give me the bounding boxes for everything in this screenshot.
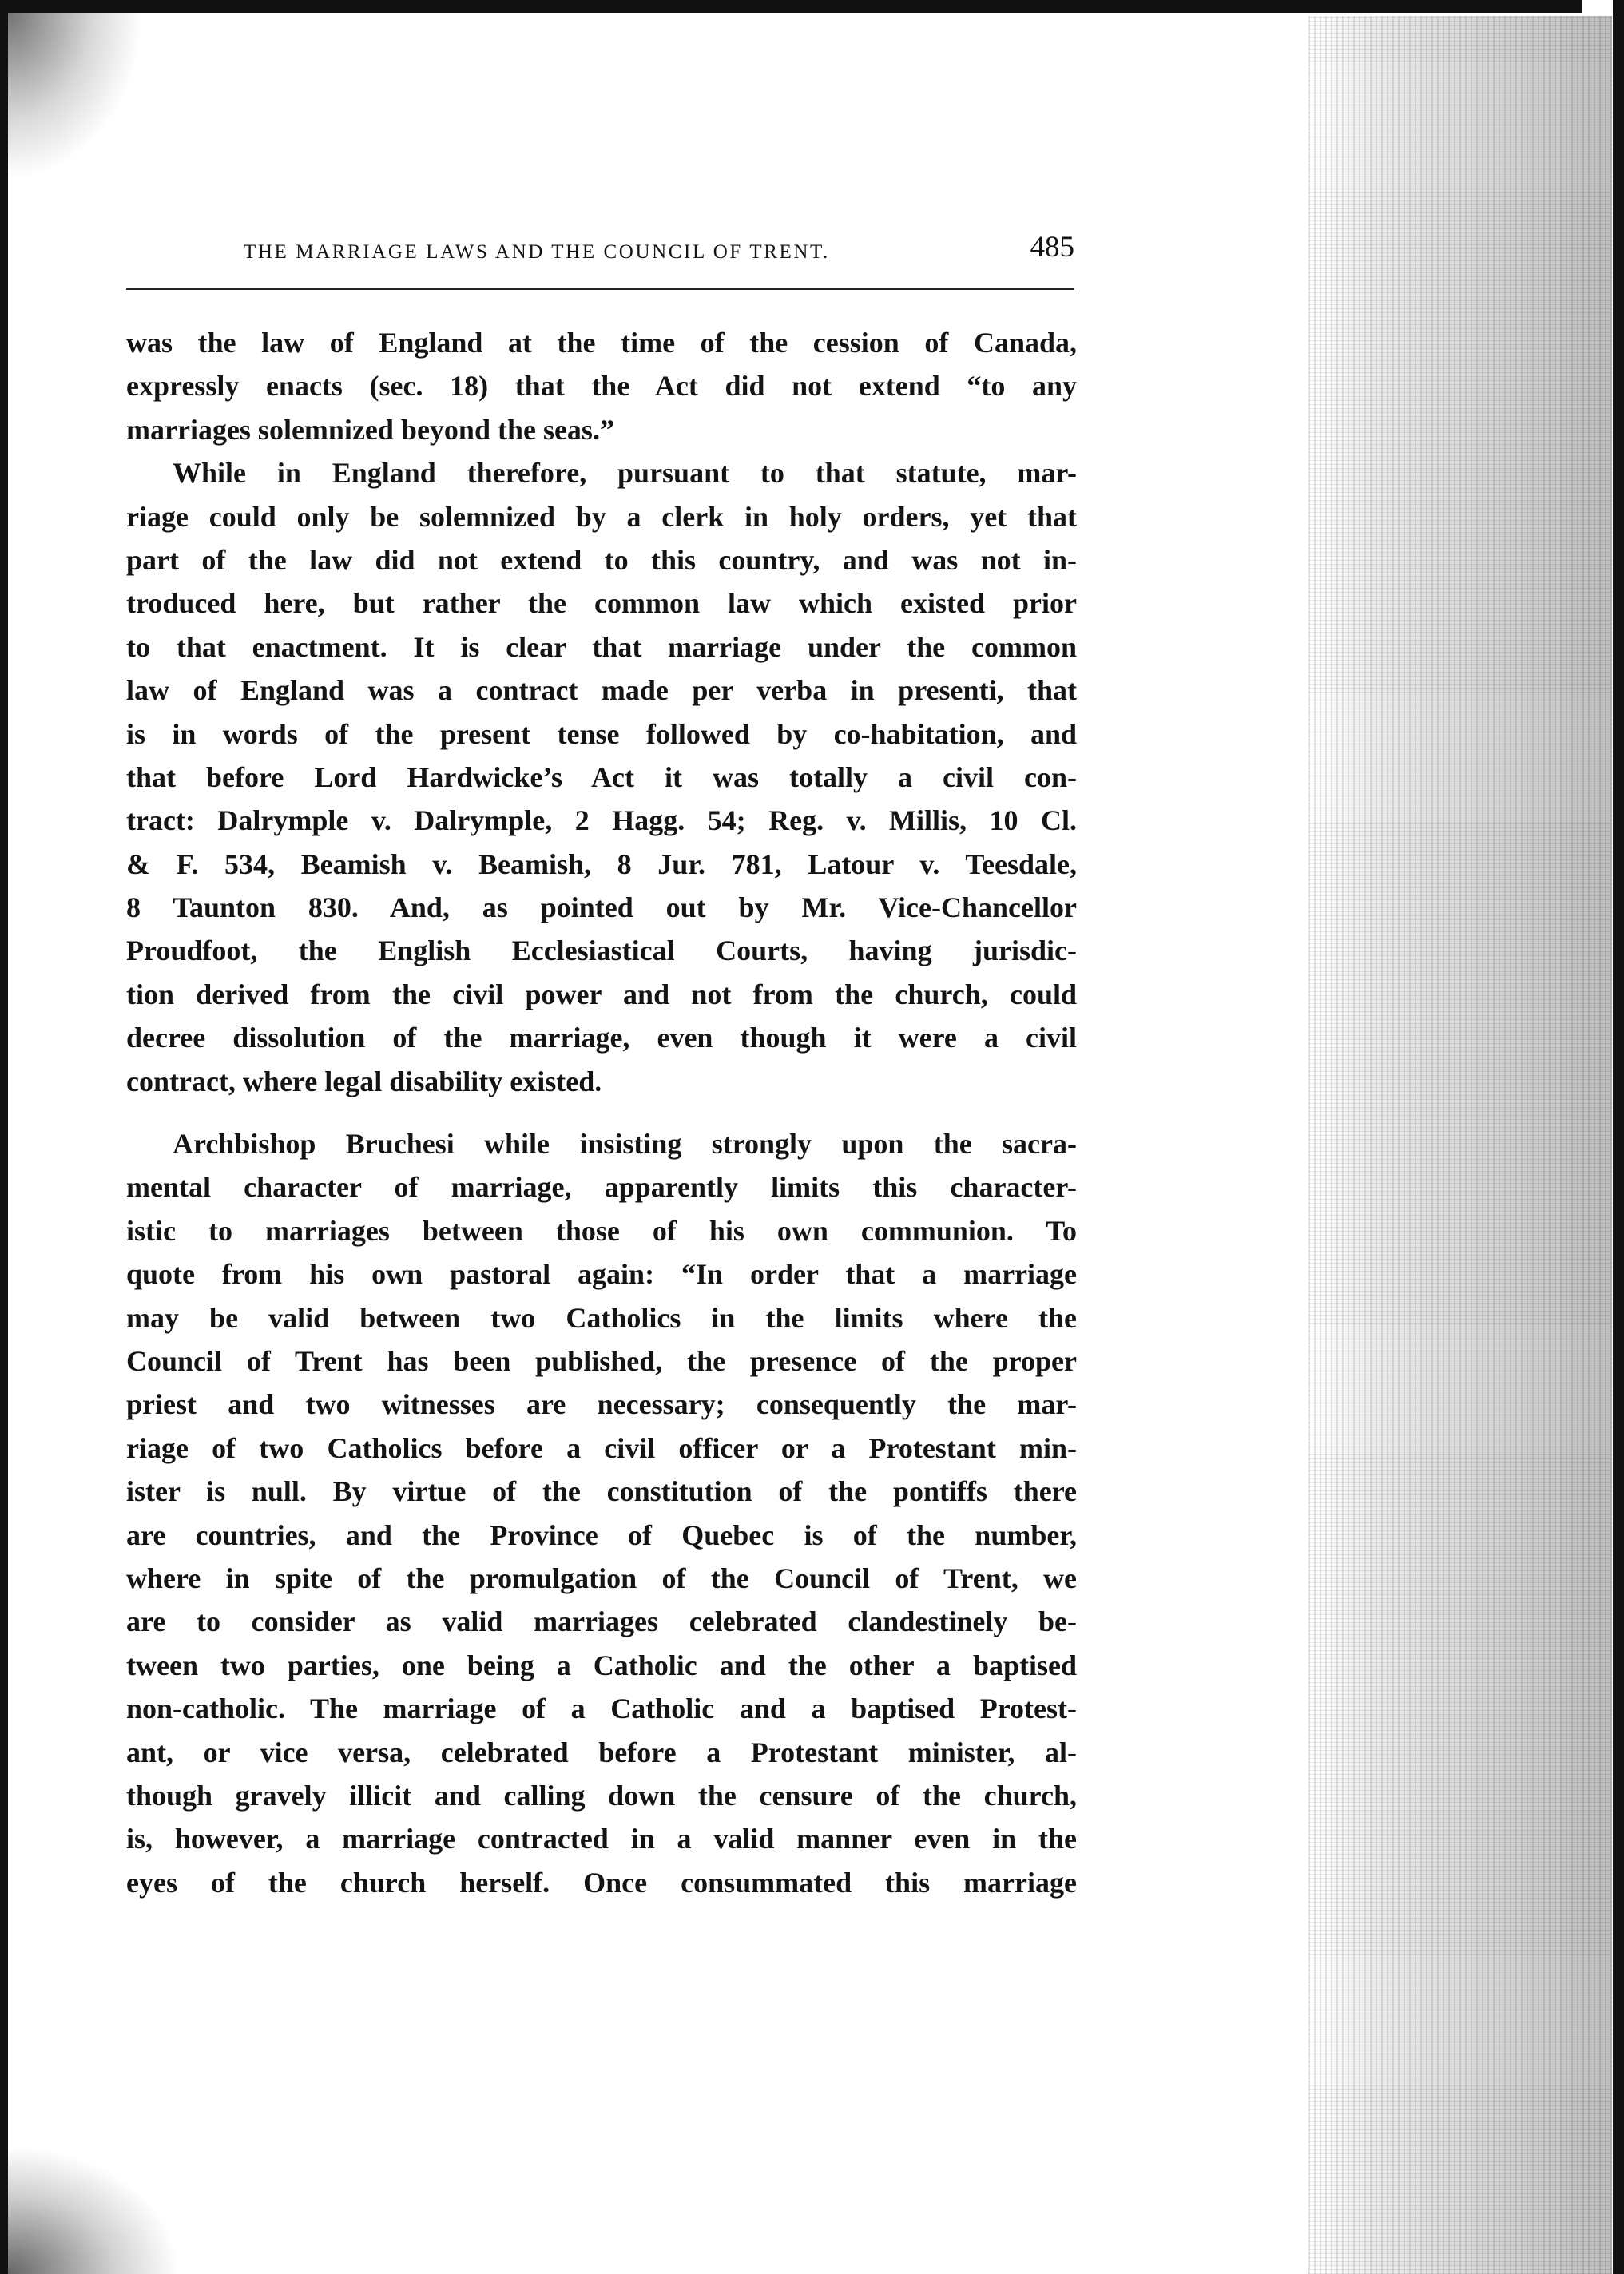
paragraph bbox=[126, 1122, 1077, 1904]
text-line: riage could only be solemnized by a clerk in holy orders, yet that bbox=[126, 500, 1077, 533]
scan-gutter-shadow bbox=[1308, 16, 1612, 2274]
text-line: mental character of marriage, apparently limits this character- bbox=[126, 1171, 1077, 1204]
running-title: THE MARRIAGE LAWS AND THE COUNCIL OF TRENT. bbox=[244, 241, 830, 263]
paragraph bbox=[126, 451, 1077, 1103]
text-line: troduced here, but rather the common law which existed prior bbox=[126, 587, 1077, 620]
page-header bbox=[244, 230, 1074, 270]
scan-left-edge bbox=[0, 0, 8, 2274]
text-line: While in England therefore, pursuant to that statute, mar- bbox=[173, 457, 1077, 490]
text-line: was the law of England at the time of the cession of Canada, bbox=[126, 327, 1077, 359]
text-line: decree dissolution of the marriage, even though it were a civil bbox=[126, 1022, 1077, 1054]
text-line: expressly enacts (sec. 18) that the Act did not extend “to any bbox=[126, 370, 1077, 403]
text-line: are to consider as valid marriages celebrated clandestinely be- bbox=[126, 1605, 1077, 1638]
scan-top-edge bbox=[0, 0, 1582, 13]
text-line: Council of Trent has been published, the presence of the proper bbox=[126, 1344, 1077, 1377]
text-line: istic to marriages between those of his own communion. To bbox=[126, 1214, 1077, 1247]
scan-corner-smudge-bottom bbox=[8, 2149, 176, 2274]
text-line: contract, where legal disability existed. bbox=[126, 1065, 602, 1097]
text-line: are countries, and the Province of Quebec is of the number, bbox=[126, 1518, 1077, 1551]
text-line: eyes of the church herself. Once consummated this marriage bbox=[126, 1866, 1077, 1899]
text-line: priest and two witnesses are necessary; consequently the mar- bbox=[126, 1388, 1077, 1421]
text-line: law of England was a contract made per verba in presenti, that bbox=[126, 674, 1077, 707]
text-line: though gravely illicit and calling down the censure of the church, bbox=[126, 1779, 1077, 1812]
text-line: is in words of the present tense followed by co-habitation, and bbox=[126, 717, 1077, 750]
text-line: quote from his own pastoral again: “In order that a marriage bbox=[126, 1258, 1077, 1291]
text-line: part of the law did not extend to this country, and was not in- bbox=[126, 543, 1077, 576]
text-line: is, however, a marriage contracted in a valid manner even in the bbox=[126, 1823, 1077, 1855]
text-line: ant, or vice versa, celebrated before a Protestant minister, al- bbox=[126, 1736, 1077, 1768]
body-text bbox=[126, 321, 1077, 1904]
text-line: riage of two Catholics before a civil officer or a Protestant min- bbox=[126, 1431, 1077, 1464]
text-line: Archbishop Bruchesi while insisting strongly upon the sacra- bbox=[173, 1128, 1077, 1161]
text-line: tion derived from the civil power and not from the church, could bbox=[126, 978, 1077, 1010]
text-line: non-catholic. The marriage of a Catholic and a baptised Protest- bbox=[126, 1693, 1077, 1725]
paragraph bbox=[126, 321, 1077, 451]
paragraph-gap bbox=[126, 1103, 1077, 1122]
text-line: tract: Dalrymple v. Dalrymple, 2 Hagg. 54; Reg. v. Millis, 10 Cl. bbox=[126, 804, 1077, 837]
text-line: 8 Taunton 830. And, as pointed out by Mr. Vice-Chancellor bbox=[126, 891, 1077, 924]
text-line: ister is null. By virtue of the constitution of the pontiffs there bbox=[126, 1475, 1077, 1508]
text-line: marriages solemnized beyond the seas.” bbox=[126, 413, 614, 446]
text-line: tween two parties, one being a Catholic and the other a baptised bbox=[126, 1649, 1077, 1681]
page-number: 485 bbox=[1030, 231, 1074, 264]
text-line: to that enactment. It is clear that marriage under the common bbox=[126, 630, 1077, 663]
text-line: may be valid between two Catholics in the limits where the bbox=[126, 1301, 1077, 1334]
scan-corner-smudge-top bbox=[8, 13, 144, 181]
text-line: Proudfoot, the English Ecclesiastical Courts, having jurisdic- bbox=[126, 935, 1077, 967]
scan-right-edge bbox=[1613, 0, 1624, 2274]
text-line: & F. 534, Beamish v. Beamish, 8 Jur. 781, Latour v. Teesdale, bbox=[126, 847, 1077, 880]
header-rule bbox=[126, 288, 1074, 290]
text-line: that before Lord Hardwicke’s Act it was totally a civil con- bbox=[126, 760, 1077, 793]
text-line: where in spite of the promulgation of the Council of Trent, we bbox=[126, 1562, 1077, 1594]
